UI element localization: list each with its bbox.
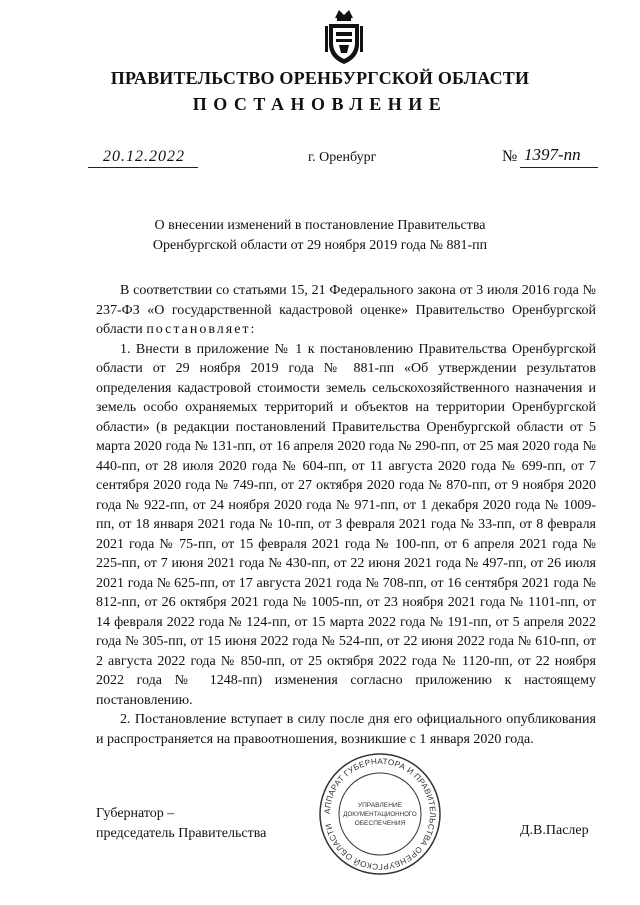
official-stamp: [318, 752, 442, 876]
stamp-ring-text: АППАРАТ ГУБЕРНАТОРА И ПРАВИТЕЛЬСТВА ОРЕНБУРГСКОЙ ОБЛАСТИ: [322, 756, 438, 872]
number-underline: [520, 167, 598, 168]
document-title: [0, 216, 640, 256]
document-date: 20.12.2022: [103, 148, 185, 165]
position-line-1: Губернатор –: [96, 806, 175, 821]
stamp-line-2: ДОКУМЕНТАЦИОННОГО: [343, 811, 417, 818]
title-line-1: О внесении изменений в постановление Правительства: [154, 218, 486, 233]
stamp-line-1: УПРАВЛЕНИЕ: [357, 802, 403, 809]
document-body: [96, 281, 596, 749]
item-1-paragraph: 1. Внести в приложение № 1 к постановлению Правительства Оренбургской области от 29 ноября 2019 года № 881-пп «Об утверждении результатов определения кадастровой стоимости земель сельскохозяйственного назначения и земель особо охраняемых территорий и объектов на территории Оренбургской области» (в редакции постановлений Правительства Оренбургской области от 5 марта 2020 года № 131-пп, от 16 апреля 2020 года № 290-пп, от 25 мая 2020 года № 440-пп, от 28 июля 2020 года № 604-пп, от 11 августа 2020 года № 699-пп, от 7 сентября 2020 года № 749-пп, от 27 октября 2020 года № 870-пп, от 9 ноября 2020 года № 922-пп, от 24 ноября 2020 года № 971-пп, от 1 декабря 2020 года № 1009-пп, от 18 января 2021 года № 10-пп, от 3 февраля 2021 года № 33-пп, от 8 февраля 2021 года № 75-пп, от 15 февраля 2021 года № 100-пп, от 6 апреля 2021 года № 225-пп, от 7 июня 2021 года № 430-пп, от 22 июня 2021 года № 497-пп, от 26 июля 2021 года № 625-пп, от 17 августа 2021 года № 708-пп, от 16 сентября 2021 года № 812-пп, от 26 октября 2021 года № 1005-пп, от 23 ноября 2021 года № 1101-пп, от 14 февраля 2022 года № 124-пп, от 15 марта 2022 года № 191-пп, от 5 апреля 2022 года № 305-пп, от 15 июня 2022 года № 524-пп, от 22 июня 2022 года № 610-пп, от 2 августа 2022 года № 850-пп, от 25 октября 2022 года № 1120-пп, от 22 ноября 2022 года № 1248-пп) изменения согласно приложению к настоящему постановлению.: [96, 341, 596, 708]
stamp-line-3: ОБЕСПЕЧЕНИЯ: [354, 820, 406, 827]
document-type: ПОСТАНОВЛЕНИЕ: [192, 94, 448, 114]
document-city: г. Оренбург: [308, 150, 377, 165]
intro-text: В соответствии со статьями 15, 21 Федерального закона от 3 июля 2016 года № 237-ФЗ «О государственной кадастровой оценке» Правительство Оренбургской области: [96, 283, 596, 337]
coat-of-arms-icon: [323, 6, 365, 66]
intro-paragraph: [96, 281, 596, 340]
signatory-position: [96, 804, 266, 844]
number-prefix: №: [502, 148, 518, 165]
title-line-2: Оренбургской области от 29 ноября 2019 года № 881-пп: [152, 238, 488, 253]
position-line-2: председатель Правительства: [96, 826, 267, 841]
signatory-name: Д.В.Паслер: [520, 823, 589, 838]
date-underline: [88, 167, 198, 168]
decree-word: постановляет:: [146, 322, 257, 337]
organization-name: ПРАВИТЕЛЬСТВО ОРЕНБУРГСКОЙ ОБЛАСТИ: [110, 68, 530, 88]
item-2-paragraph: 2. Постановление вступает в силу после дня его официального опубликования и распространяется на правоотношения, возникшие с 1 января 2020 года.: [96, 712, 596, 747]
document-number: 1397-пп: [524, 145, 581, 164]
